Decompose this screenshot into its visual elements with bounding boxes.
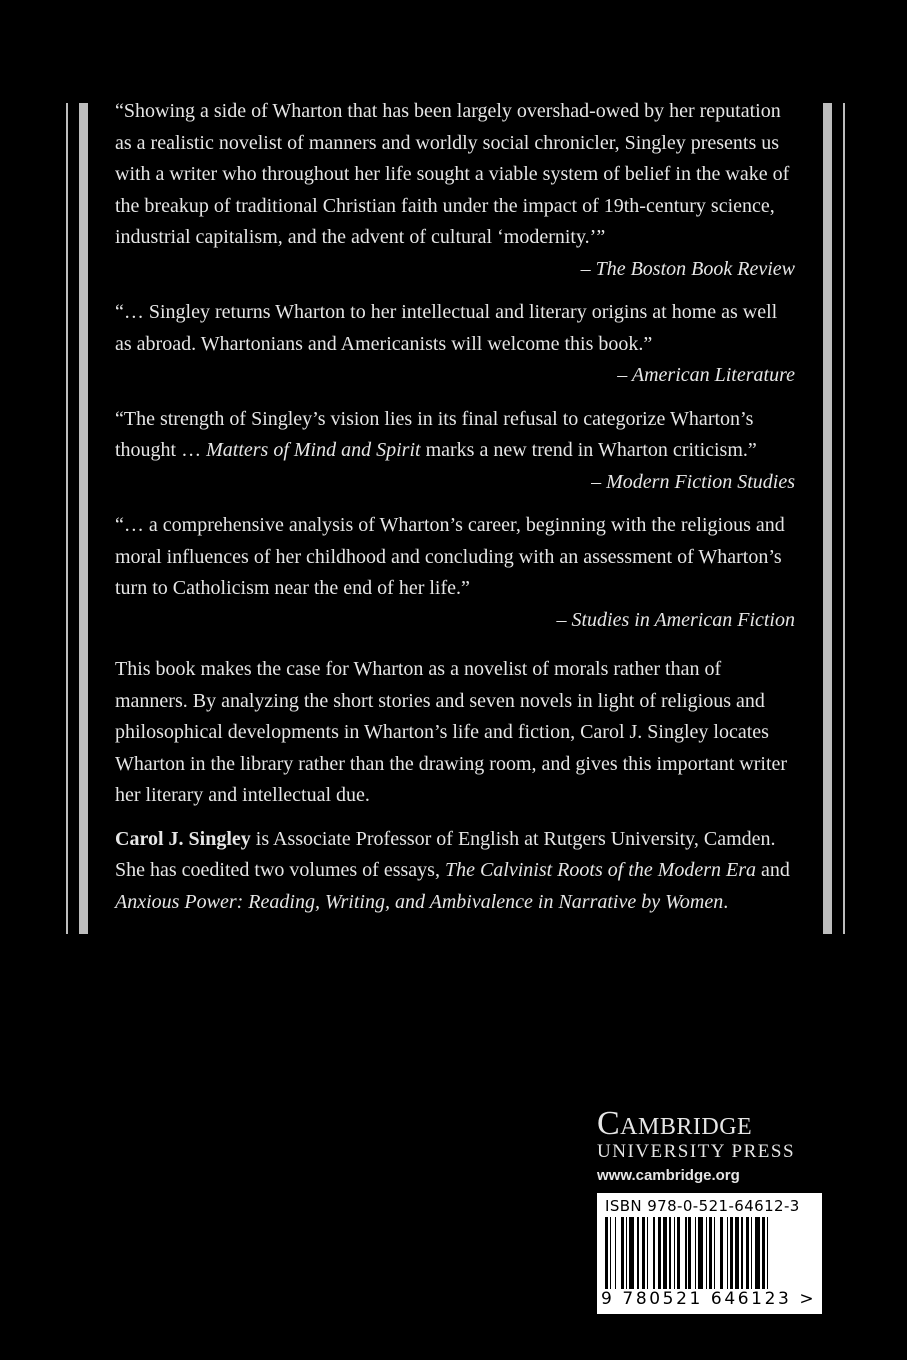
- barcode-stripe: [762, 1217, 765, 1289]
- publisher-subtitle: UNIVERSITY PRESS: [597, 1141, 796, 1162]
- barcode-stripe: [658, 1217, 661, 1289]
- barcode-stripe: [730, 1217, 733, 1289]
- publisher-name: Cambridge: [597, 1105, 753, 1142]
- barcode-stripe: [727, 1217, 729, 1289]
- barcode-stripe: [688, 1217, 691, 1289]
- bio-text: .: [723, 890, 729, 913]
- barcode-bars: [605, 1217, 812, 1289]
- publisher-logo: [597, 1107, 827, 1184]
- bio-text: is Associate Professor of English at Rutgers University, Camden. She has coedited two volumes of essays,: [115, 827, 776, 881]
- left-border-thick: [79, 103, 88, 934]
- review-quote-2: [115, 297, 795, 392]
- barcode-stripe: [751, 1217, 753, 1289]
- right-border-thick: [823, 103, 832, 934]
- barcode-stripe: [677, 1217, 680, 1289]
- barcode-stripe: [746, 1217, 749, 1289]
- barcode-stripe: [735, 1217, 740, 1289]
- barcode-stripe: [706, 1217, 708, 1289]
- right-border-thin: [843, 103, 845, 934]
- left-border-thin: [66, 103, 68, 934]
- quote-text: “… a comprehensive analysis of Wharton’s career, beginning with the religious and moral influences of her childhood and concluding with an assessment of Wharton’s turn to Catholicism near the end of her life.”: [115, 514, 785, 599]
- barcode-stripe: [637, 1217, 639, 1289]
- quote-text: “The strength of Singley’s vision lies in its final refusal to categorize Wharton’s thought …: [115, 407, 754, 461]
- bio-book-title: Anxious Power: Reading, Writing, and Ambivalence in Narrative by Women: [115, 890, 724, 913]
- review-quote-1: [115, 96, 795, 285]
- barcode-stripe: [647, 1217, 649, 1289]
- barcode-stripe: [685, 1217, 687, 1289]
- review-quote-4: [115, 510, 795, 636]
- barcode-stripe: [714, 1217, 716, 1289]
- barcode-stripe: [755, 1217, 760, 1289]
- book-description: This book makes the case for Wharton as a novelist of morals rather than of manners. By analyzing the short stories and seven novels in light of religious and philosophical developments in Wharton’s life and fiction, Carol J. Singley locates Wharton in the library rather than the drawing room, and gives this important writer her literary and intellectual due.: [115, 658, 788, 806]
- bio-text: and: [756, 859, 790, 881]
- quote-source: – Modern Fiction Studies: [591, 470, 795, 493]
- barcode-stripe: [663, 1217, 668, 1289]
- barcode-stripe: [767, 1217, 769, 1289]
- barcode-stripe: [615, 1217, 617, 1289]
- publisher-website: www.cambridge.org: [597, 1167, 740, 1184]
- barcode-stripe: [653, 1217, 655, 1289]
- barcode-stripe: [698, 1217, 703, 1289]
- quote-source: – The Boston Book Review: [580, 257, 795, 280]
- barcode-stripe: [610, 1217, 612, 1289]
- bio-book-title: The Calvinist Roots of the Modern Era: [444, 859, 757, 881]
- barcode-stripe: [669, 1217, 671, 1289]
- review-quote-3: [115, 404, 795, 499]
- quote-book-title: Matters of Mind and Spirit: [206, 439, 421, 461]
- barcode-stripe: [720, 1217, 723, 1289]
- barcode-stripe: [626, 1217, 628, 1289]
- isbn-barcode: [597, 1193, 822, 1314]
- back-cover-text: [115, 96, 795, 930]
- barcode-stripe: [709, 1217, 712, 1289]
- barcode-stripe: [629, 1217, 634, 1289]
- quote-text: “Showing a side of Wharton that has been largely overshad-owed by her reputation as a realistic novelist of manners and worldly social chronicler, Singley presents us with a writer who throughout her life sought a viable system of belief in the wake of the breakup of traditional Christian faith under the impact of 19th-century science, industrial capitalism, and the advent of cultural ‘modernity.’”: [115, 100, 790, 248]
- author-bio: [115, 824, 795, 919]
- author-name: Carol J. Singley: [115, 827, 251, 850]
- barcode-stripe: [741, 1217, 743, 1289]
- isbn-label: ISBN 978-0-521-64612-3: [605, 1197, 800, 1215]
- barcode-stripe: [605, 1217, 608, 1289]
- barcode-stripe: [621, 1217, 624, 1289]
- quote-source: – American Literature: [617, 364, 795, 386]
- quote-text: marks a new trend in Wharton criticism.”: [420, 439, 757, 461]
- barcode-stripe: [674, 1217, 676, 1289]
- barcode-stripe: [695, 1217, 697, 1289]
- quote-source: – Studies in American Fiction: [556, 608, 795, 631]
- ean-number: 9 780521 646123 >: [601, 1289, 817, 1309]
- quote-text: “… Singley returns Wharton to her intellectual and literary origins at home as well as abroad. Whartonians and Americanists will welcome this book.”: [115, 301, 778, 355]
- barcode-stripe: [642, 1217, 645, 1289]
